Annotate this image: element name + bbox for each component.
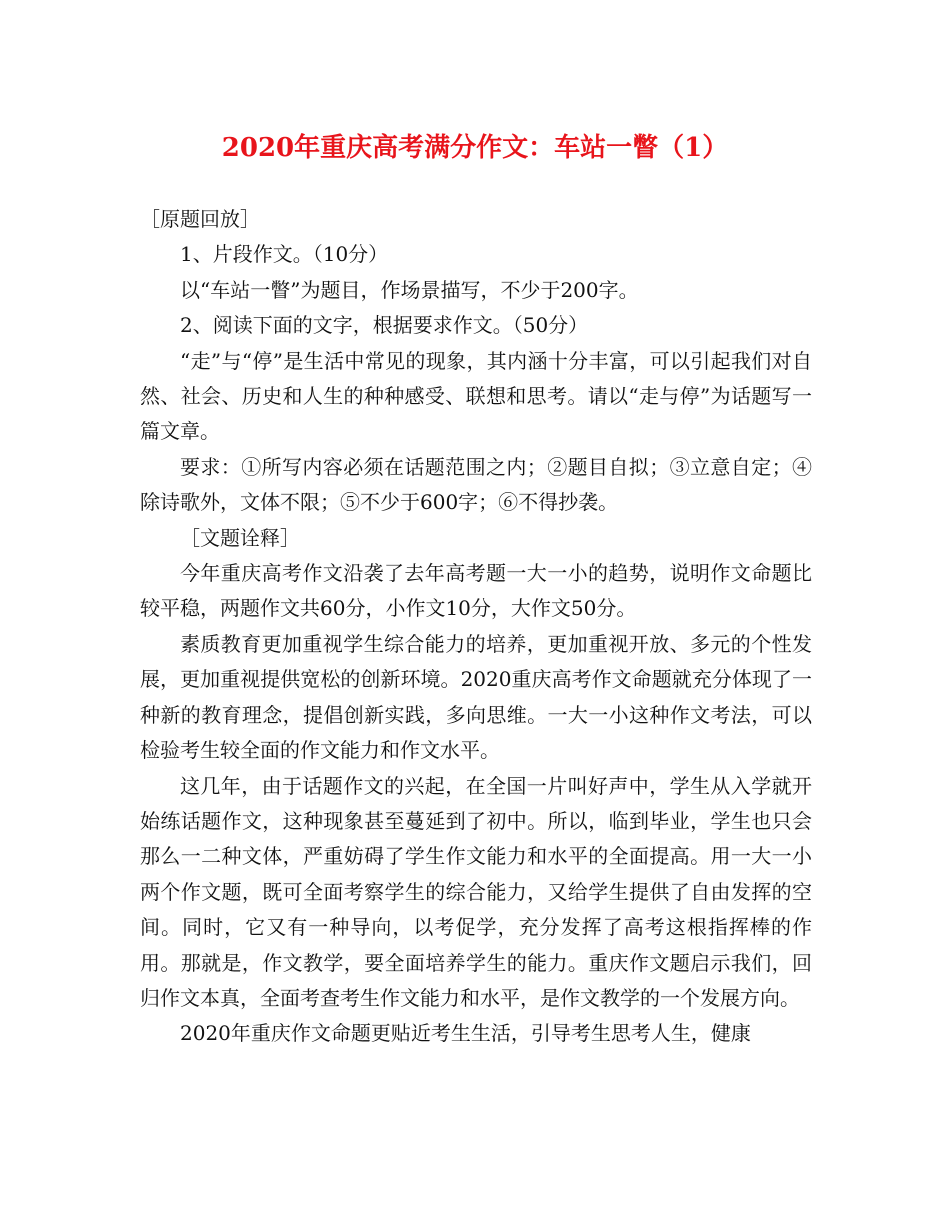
paragraph: ［原题回放］	[140, 207, 260, 231]
paragraph: 2020年重庆作文命题更贴近考生生活，引导考生思考人生，健康	[180, 1021, 751, 1046]
paragraph: 以“车站一瞥”为题目，作场景描写，不少于200字。	[180, 277, 639, 302]
paragraph: “走”与“停”是生活中常见的现象，其内涵十分丰富，可以引起我们对自然、社会、历史和人生的种种感受、联想和思考。请以“走与停”为话题写一篇文章。	[140, 348, 812, 444]
paragraph: 这几年，由于话题作文的兴起，在全国一片叫好声中，学生从入学就开始练话题作文，这种现象甚至蔓延到了初中。所以，临到毕业，学生也只会那么一二种文体，严重妨碍了学生作文能力和水平的全面提高。用一大一小两个作文题，既可全面考察学生的综合能力，又给学生提供了自由发挥的空间。同时，它又有一种导向，以考促学，充分发挥了高考这根指挥棒的作用。那就是，作文教学，要全面培养学生的能力。重庆作文题启示我们，回归作文本真，全面考查考生作文能力和水平，是作文教学的一个发展方向。	[140, 773, 812, 1010]
paragraph: 今年重庆高考作文沿袭了去年高考题一大一小的趋势，说明作文命题比较平稳，两题作文共60分，小作文10分，大作文50分。	[140, 561, 812, 621]
paragraph: 要求：①所写内容必须在话题范围之内；②题目自拟；③立意自定；④除诗歌外，文体不限；⑤不少于600字；⑥不得抄袭。	[140, 454, 812, 515]
paragraph: 2、阅读下面的文字，根据要求作文。（50分）	[180, 313, 589, 338]
paragraph: ［文题诠释］	[180, 525, 300, 550]
document-title: 2020年重庆高考满分作文：车站一瞥（1）	[221, 133, 729, 163]
document-body	[140, 202, 812, 1052]
paragraph: 素质教育更加重视学生综合能力的培养，更加重视开放、多元的个性发展，更加重视提供宽松的创新环境。2020重庆高考作文命题就充分体现了一种新的教育理念，提倡创新实践，多向思维。一大一小这种作文考法，可以检验考生较全面的作文能力和作文水平。	[140, 631, 812, 763]
paragraph: 1、片段作文。（10分）	[180, 242, 389, 267]
